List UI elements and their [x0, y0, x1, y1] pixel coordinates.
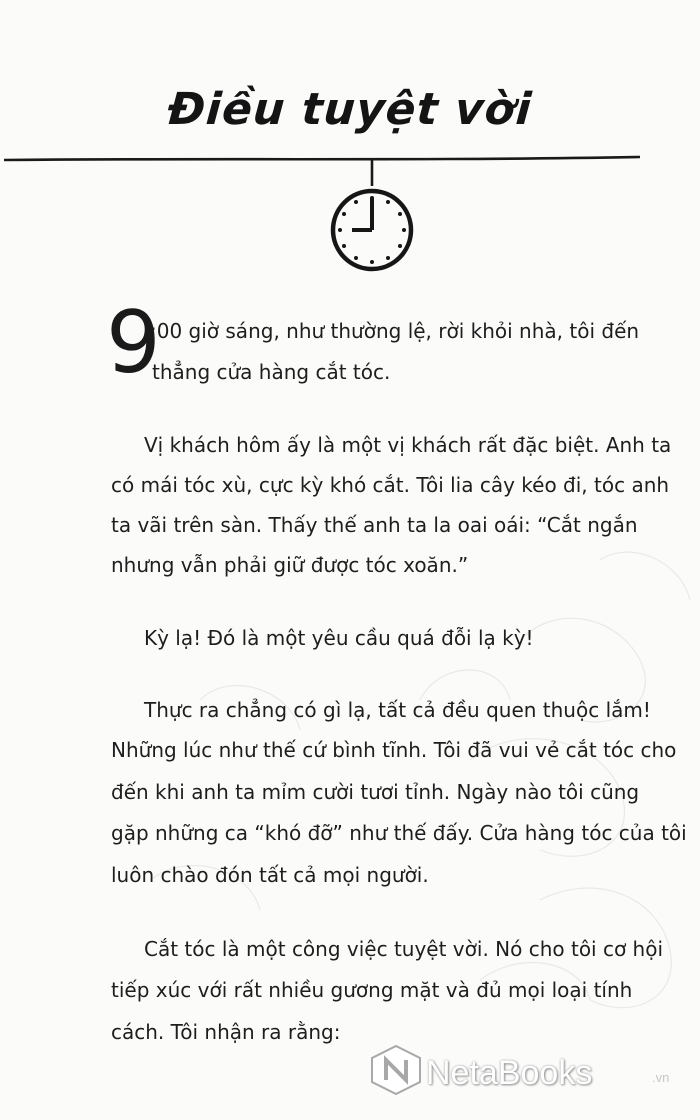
- watermark-text: NetaBooks: [426, 1054, 593, 1092]
- text-line: cách. Tôi nhận ra rằng:: [111, 1020, 341, 1044]
- text-line: :00 giờ sáng, như thường lệ, rời khỏi nhà, tôi đến: [150, 319, 640, 343]
- text-line: Vị khách hôm ấy là một vị khách rất đặc biệt. Anh ta: [144, 433, 672, 457]
- watermark-suffix: .vn: [652, 1070, 670, 1085]
- text-line: đến khi anh ta mỉm cười tươi tỉnh. Ngày nào tôi cũng: [111, 780, 640, 804]
- netabooks-watermark: [360, 1040, 700, 1100]
- drop-cap: 9: [106, 293, 161, 393]
- text-line: nhưng vẫn phải giữ được tóc xoăn.”: [111, 553, 469, 577]
- text-line: tiếp xúc với rất nhiều gương mặt và đủ mọi loại tính: [111, 978, 633, 1002]
- page-title: Điều tuyệt vời: [166, 84, 534, 135]
- text-line: có mái tóc xù, cực kỳ khó cắt. Tôi lia cây kéo đi, tóc anh: [111, 473, 670, 497]
- text-line: gặp những ca “khó đỡ” như thế đấy. Cửa hàng tóc của tôi: [111, 821, 687, 845]
- text-line: thẳng cửa hàng cắt tóc.: [152, 360, 391, 384]
- text-line: Cắt tóc là một công việc tuyệt vời. Nó cho tôi cơ hội: [144, 937, 664, 961]
- text-line: Kỳ lạ! Đó là một yêu cầu quá đỗi lạ kỳ!: [144, 626, 534, 650]
- clock-icon: [322, 178, 422, 278]
- text-line: ta vãi trên sàn. Thấy thế anh ta la oai oái: “Cắt ngắn: [111, 513, 638, 537]
- text-line: Những lúc như thế cứ bình tĩnh. Tôi đã vui vẻ cắt tóc cho: [111, 738, 677, 762]
- text-line: Thực ra chẳng có gì lạ, tất cả đều quen thuộc lắm!: [144, 698, 651, 722]
- text-line: luôn chào đón tất cả mọi người.: [111, 863, 429, 887]
- netabooks-logo-icon: [368, 1044, 424, 1096]
